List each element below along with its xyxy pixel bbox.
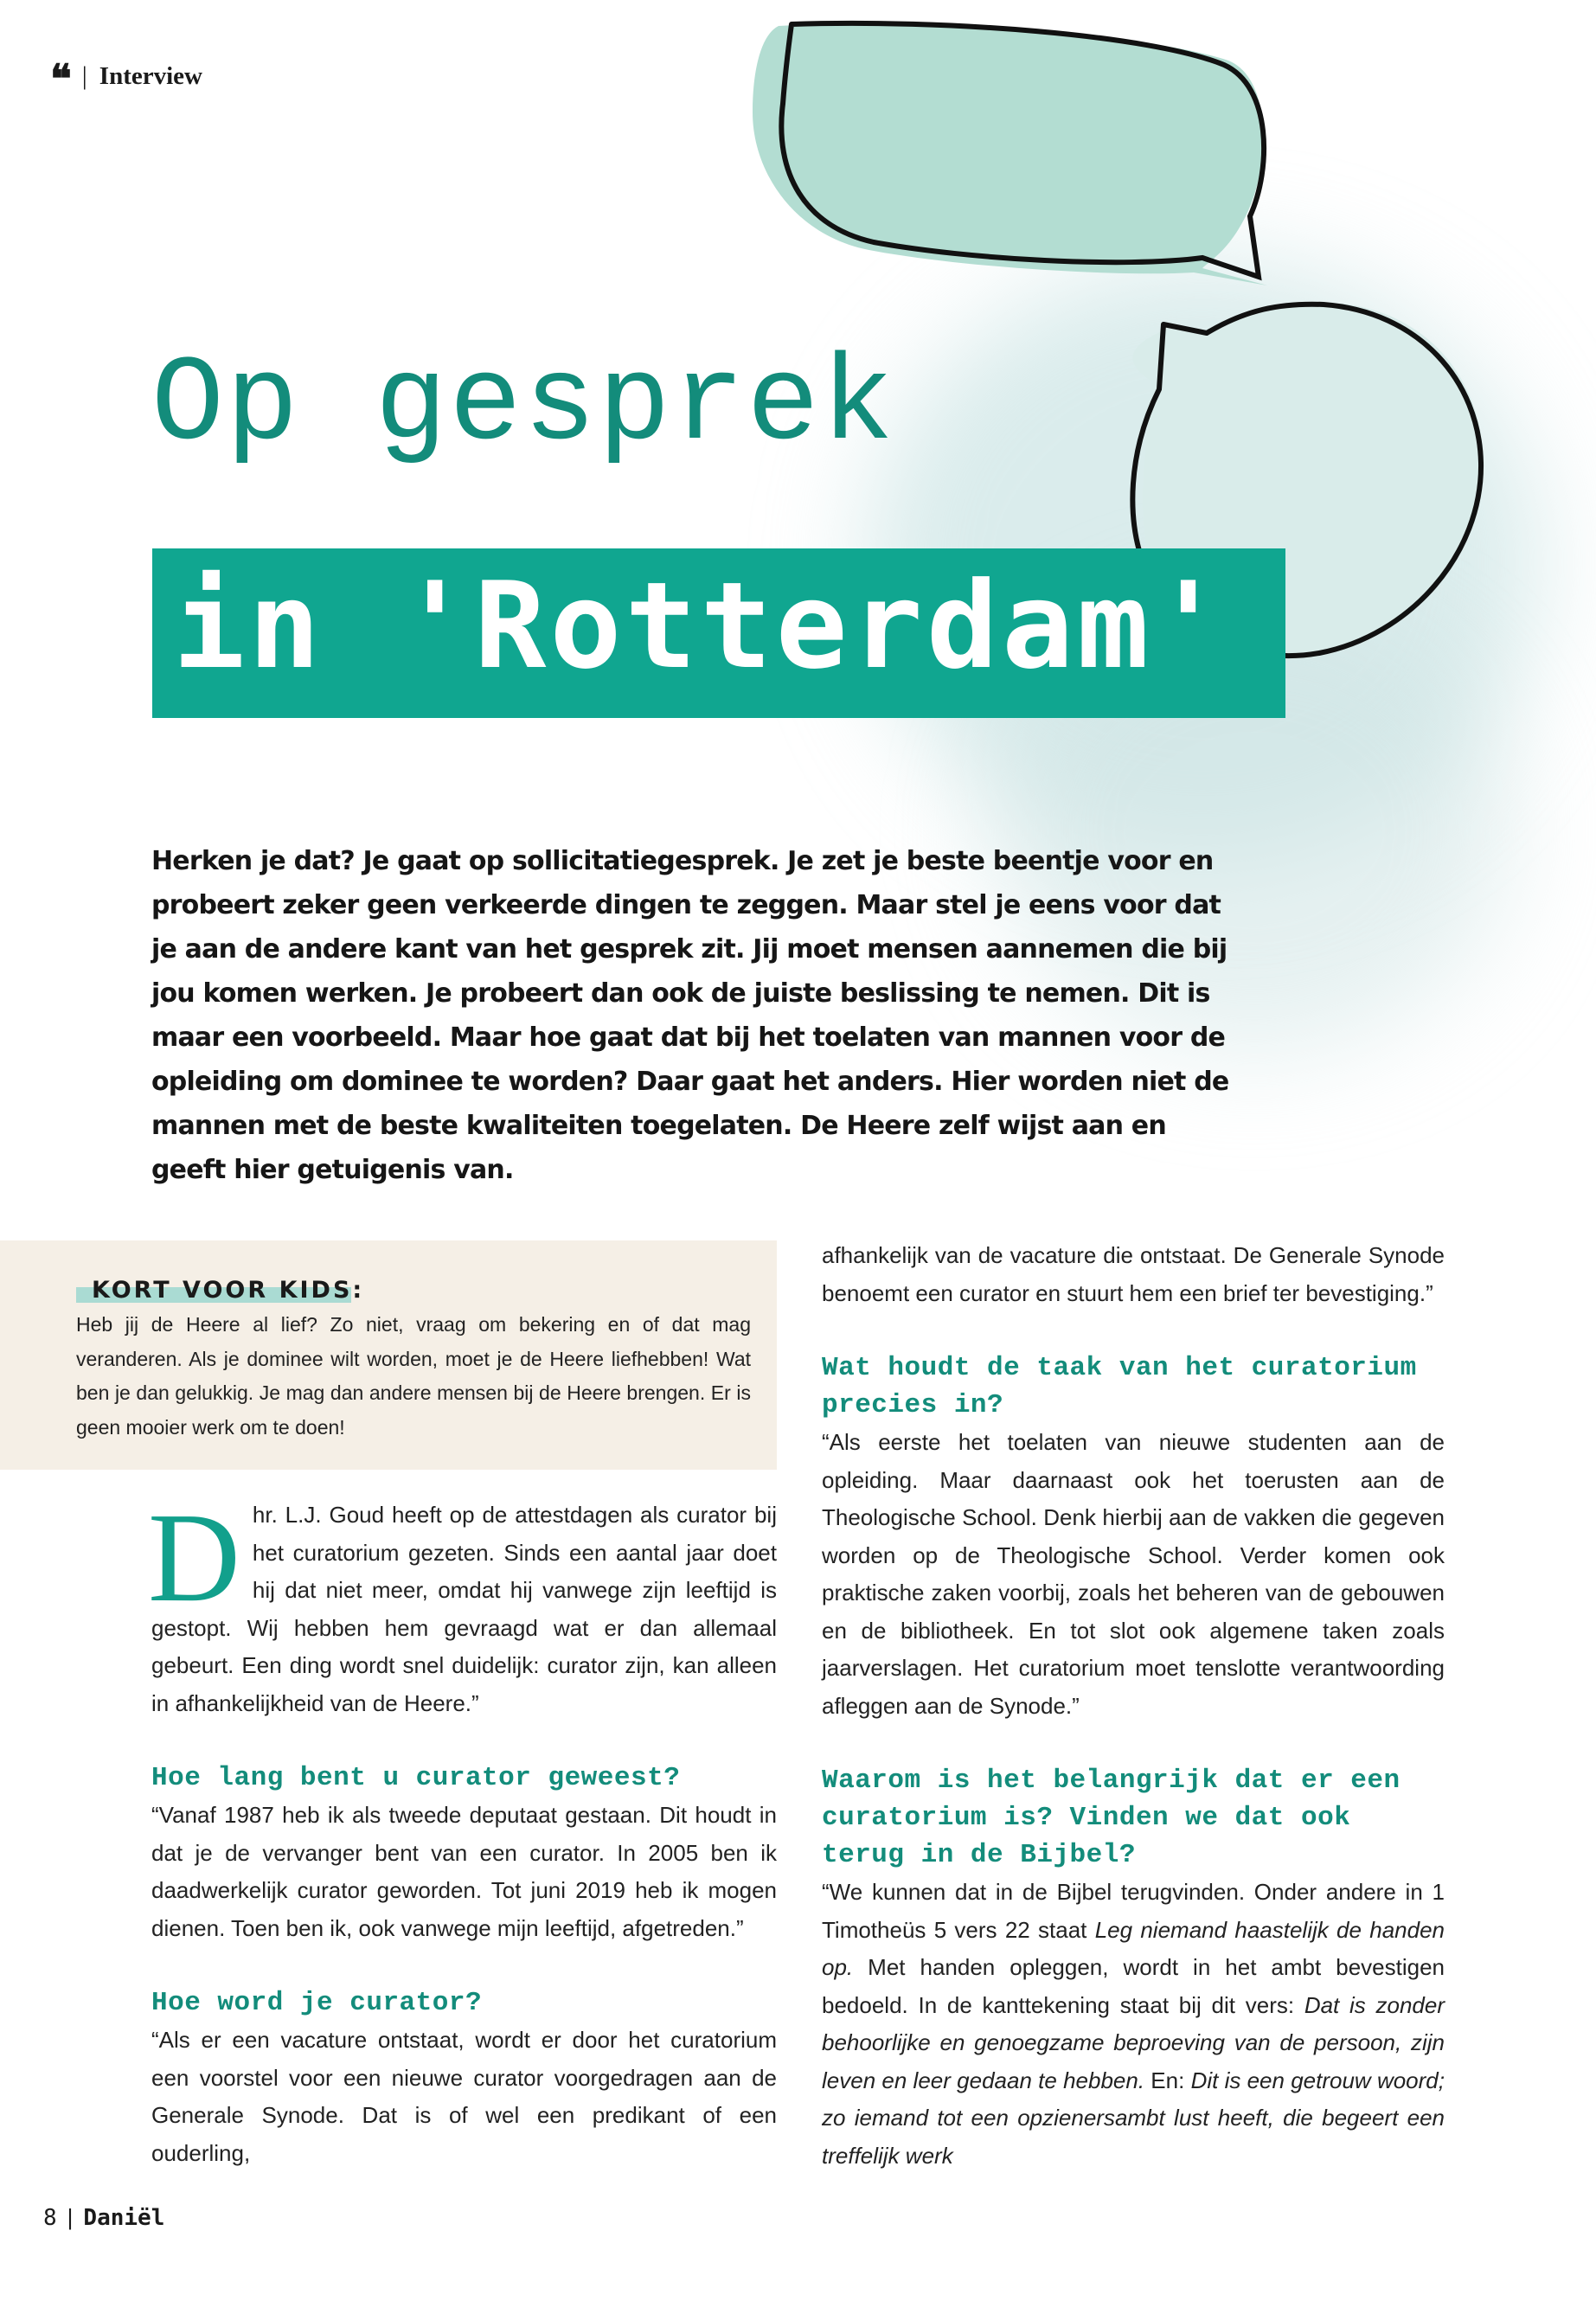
- answer-paragraph: “We kunnen dat in de Bijbel terugvinden. Onder andere in 1 Timotheüs 5 vers 22 staat Leg niemand haastelijk de handen op. Met handen opleggen, wordt in het ambt bevestigen bedoeld. In de kanttekening staat bij dit vers: Dat is zonder behoorlijke en genoegzame beproeving van de persoon, zijn leven en leer gedaan te hebben. En: Dit is een getrouw woord; zo iemand tot een opzienersambt lust heeft, die begeert een treffelijk werk: [822, 1879, 1445, 2169]
- page-number: 8: [43, 2204, 57, 2231]
- answer-paragraph: “Vanaf 1987 heb ik als tweede deputaat gestaan. Dit houdt in dat je de vervanger bent van een curator. In 2005 ben ik daadwerkelijk curator geworden. Tot juni 2019 heb ik mogen dienen. Toen ben ik, ook vanwege mijn leeftijd, afgetreden.”: [151, 1802, 777, 1941]
- answer-paragraph: “Als eerste het toelaten van nieuwe studenten aan de opleiding. Maar daarnaast ook het toerusten aan de Theologische School. Denk hierbij aan de vakken die gegeven worden op de Theologische School. Verder komen ook praktische zaken voorbij, zoals het beheren van de gebouwen en de bibliotheek. En tot slot ook algemene taken zoals jaarverslagen. Het curatorium moet tenslotte verantwoording afleggen aan de Synode.”: [822, 1429, 1445, 1719]
- kids-title: KORT VOOR KIDS:: [92, 1277, 365, 1304]
- header-separator: |: [81, 61, 87, 90]
- article-column-left: [148, 1487, 777, 2172]
- answer-paragraph: afhankelijk van de vacature die ontstaat. De Generale Synode benoemt een curator en stuurt hem een brief ter bevestiging.”: [822, 1242, 1445, 1306]
- question-heading: Hoe lang bent u curator geweest?: [151, 1763, 681, 1793]
- page-title-line2: in 'Rotterdam': [173, 556, 1228, 695]
- section-label: Interview: [99, 61, 202, 90]
- article-column-right: [822, 1237, 1445, 2175]
- question-heading: Hoe word je curator?: [151, 1988, 483, 2018]
- page-title-line1: Op gesprek: [151, 337, 896, 475]
- quote-icon: ❝: [50, 55, 72, 102]
- drop-cap: D: [148, 1487, 240, 1629]
- kids-text: Heb jij de Heere al lief? Zo niet, vraag om bekering en of dat mag veranderen. Als je dominee wilt worden, moet je de Heere liefhebben! Wat ben je dan gelukkig. Je mag dan andere mensen bij de Heere brengen. Er is geen mooier werk om te doen!: [76, 1313, 751, 1439]
- article-opening: hr. L.J. Goud heeft op de attestdagen als curator bij het curatorium gezeten. Sinds een aantal jaar doet hij dat niet meer, omdat hij vanwege zijn leeftijd is gestopt. Wij hebben hem gevraagd wat er dan allemaal gebeurt. Een ding wordt snel duidelijk: curator zijn, kan alleen in afhankelijkheid van de Heere.”: [151, 1502, 777, 1716]
- question-heading: Wat houdt de taak van het curatorium precies in?: [822, 1353, 1417, 1420]
- question-heading: Waarom is het belangrijk dat er een curatorium is? Vinden we dat ook terug in de Bijbel?: [822, 1766, 1401, 1870]
- magazine-name: Daniël: [83, 2204, 165, 2231]
- speech-bubble-top: [753, 23, 1267, 285]
- page-footer: [43, 2204, 164, 2231]
- intro-paragraph: Herken je dat? Je gaat op sollicitatiegesprek. Je zet je beste beentje voor en probeert zeker geen verkeerde dingen te zeggen. Maar stel je eens voor dat je aan de andere kant van het gesprek zit. Jij moet mensen aannemen die bij jou komen werken. Je probeert dan ook de juiste beslissing te nemen. Dit is maar een voorbeeld. Maar hoe gaat dat bij het toelaten van mannen voor de opleiding om dominee te worden? Daar gaat het anders. Hier worden niet de mannen met de beste kwaliteiten toegelaten. De Heere zelf wijst aan en geeft hier getuigenis van.: [151, 846, 1229, 1185]
- section-header: [50, 55, 202, 102]
- footer-separator: |: [67, 2204, 74, 2230]
- answer-paragraph: “Als er een vacature ontstaat, wordt er door het curatorium een voorstel voor een nieuwe curator voorgedragen aan de Generale Synode. Dat is of wel een predikant of een ouderling,: [151, 2027, 777, 2166]
